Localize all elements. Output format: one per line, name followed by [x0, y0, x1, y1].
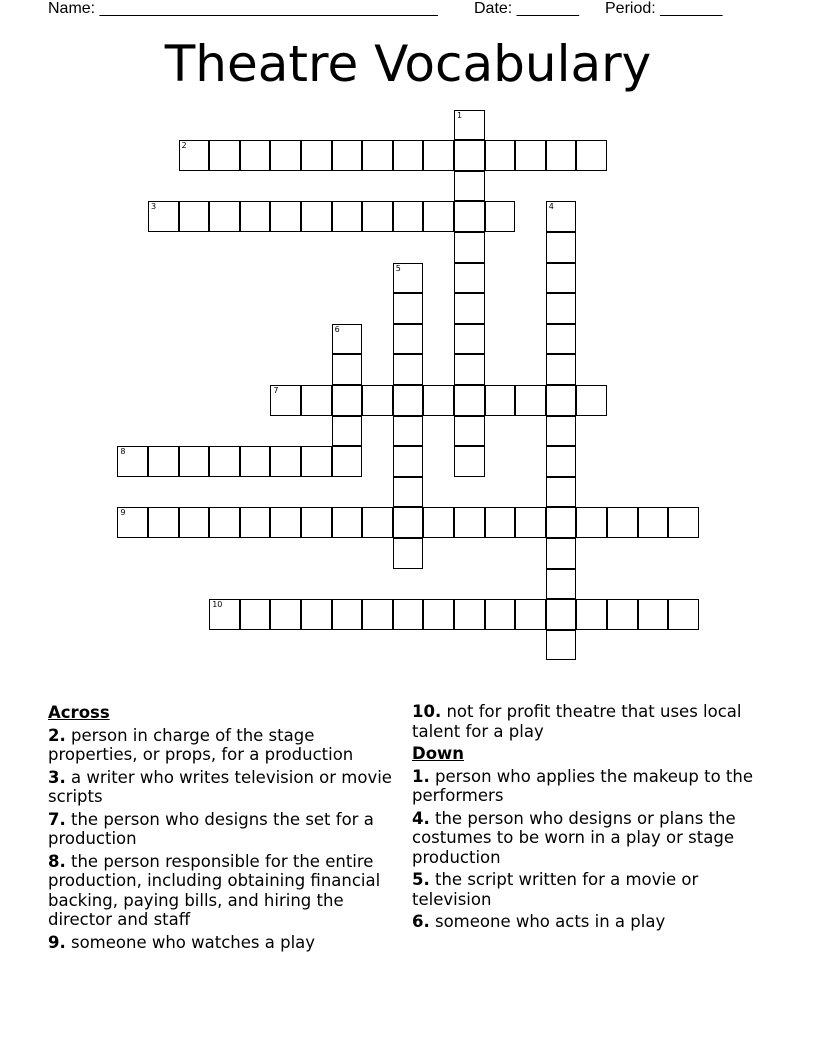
grid-cell[interactable]	[454, 293, 485, 324]
grid-cell[interactable]	[209, 599, 240, 630]
grid-cell[interactable]	[454, 507, 485, 538]
grid-cell[interactable]	[546, 538, 577, 569]
grid-cell[interactable]	[546, 232, 577, 263]
grid-cell[interactable]	[607, 599, 638, 630]
grid-cell[interactable]	[454, 324, 485, 355]
cell-number: 9	[120, 508, 126, 518]
grid-cell[interactable]	[332, 507, 363, 538]
grid-cell[interactable]	[393, 599, 424, 630]
across-clue	[48, 852, 398, 930]
grid-cell[interactable]	[270, 201, 301, 232]
cell-number: 3	[151, 202, 157, 212]
across-clue	[48, 768, 398, 807]
cell-number: 5	[395, 263, 401, 273]
grid-cell[interactable]	[301, 140, 332, 171]
grid-cell[interactable]	[485, 385, 516, 416]
grid-cell[interactable]	[362, 201, 393, 232]
grid-cell[interactable]	[423, 385, 454, 416]
grid-cell[interactable]	[332, 385, 363, 416]
grid-cell[interactable]	[393, 446, 424, 477]
cell-number: 1	[457, 110, 463, 120]
grid-cell[interactable]	[393, 385, 424, 416]
grid-cell[interactable]	[301, 507, 332, 538]
grid-cell[interactable]	[454, 140, 485, 171]
across-clue	[48, 933, 398, 953]
grid-cell[interactable]	[240, 201, 271, 232]
clue-text: not for profit theatre that uses local talent for a play	[412, 702, 742, 741]
down-heading: Down	[412, 744, 465, 763]
cell-number: 2	[181, 141, 187, 151]
grid-cell[interactable]	[362, 385, 393, 416]
grid-cell[interactable]	[485, 201, 516, 232]
name-field[interactable]: Name: ______________________________________	[48, 0, 438, 17]
grid-cell[interactable]	[209, 201, 240, 232]
grid-cell[interactable]	[454, 446, 485, 477]
grid-cell[interactable]	[179, 446, 210, 477]
grid-cell[interactable]	[576, 599, 607, 630]
across-clue	[48, 726, 398, 765]
grid-cell[interactable]	[607, 507, 638, 538]
grid-cell[interactable]	[240, 140, 271, 171]
clue-text: the person who designs the set for a production	[48, 809, 374, 848]
clue-number: 1.	[412, 766, 430, 786]
grid-cell[interactable]	[117, 446, 148, 477]
grid-cell[interactable]	[546, 263, 577, 294]
grid-cell[interactable]	[485, 140, 516, 171]
grid-cell[interactable]	[515, 385, 546, 416]
grid-cell[interactable]	[454, 263, 485, 294]
grid-cell[interactable]	[270, 507, 301, 538]
grid-cell[interactable]	[179, 507, 210, 538]
grid-cell[interactable]	[332, 416, 363, 447]
grid-cell[interactable]	[546, 385, 577, 416]
grid-cell[interactable]	[148, 201, 179, 232]
cell-number: 8	[120, 447, 126, 457]
grid-cell[interactable]	[454, 416, 485, 447]
grid-cell[interactable]	[148, 446, 179, 477]
clue-number: 5.	[412, 870, 430, 889]
grid-cell[interactable]	[393, 416, 424, 447]
cell-number: 7	[273, 386, 279, 395]
grid-cell[interactable]	[546, 569, 577, 600]
period-field[interactable]: Period: _______	[605, 0, 723, 17]
grid-cell[interactable]	[393, 263, 424, 294]
clue-text: person in charge of the stage properties, or props, for a production	[48, 725, 354, 764]
grid-cell[interactable]	[332, 446, 363, 477]
down-clue	[412, 870, 762, 909]
grid-cell[interactable]	[454, 171, 485, 202]
grid-cell[interactable]	[454, 385, 485, 416]
grid-cell[interactable]	[546, 293, 577, 324]
grid-cell[interactable]	[332, 201, 363, 232]
clue-text: someone who acts in a play	[429, 912, 666, 931]
clue-text: a writer who writes television or movie scripts	[48, 767, 392, 806]
grid-cell[interactable]	[393, 201, 424, 232]
grid-cell[interactable]	[393, 324, 424, 355]
grid-cell[interactable]	[454, 110, 485, 141]
grid-cell[interactable]	[454, 354, 485, 385]
grid-cell[interactable]	[240, 446, 271, 477]
cell-number: 10	[212, 600, 223, 610]
grid-cell[interactable]	[576, 140, 607, 171]
grid-cell[interactable]	[332, 140, 363, 171]
grid-cell[interactable]	[393, 354, 424, 385]
page-title: Theatre Vocabulary	[164, 35, 652, 93]
grid-cell[interactable]	[546, 416, 577, 447]
grid-cell[interactable]	[240, 507, 271, 538]
clue-text: the person who designs or plans the costumes to be worn in a play or stage production	[412, 808, 736, 867]
grid-cell[interactable]	[576, 507, 607, 538]
date-field[interactable]: Date: _______	[474, 0, 579, 17]
grid-cell[interactable]	[332, 599, 363, 630]
clue-number: 4.	[412, 808, 430, 828]
grid-cell[interactable]	[546, 477, 577, 508]
grid-cell[interactable]	[515, 507, 546, 538]
across-clue	[412, 702, 762, 741]
cell-number: 6	[334, 324, 340, 334]
grid-cell[interactable]	[117, 507, 148, 538]
clues-right-column	[412, 702, 762, 935]
grid-cell[interactable]	[485, 599, 516, 630]
grid-cell[interactable]	[393, 477, 424, 508]
grid-cell[interactable]	[638, 507, 669, 538]
clue-text: person who applies the makeup to the performers	[412, 766, 753, 805]
grid-cell[interactable]	[546, 324, 577, 355]
across-clue	[48, 810, 398, 849]
clue-text: someone who watches a play	[65, 932, 316, 952]
grid-cell[interactable]	[546, 446, 577, 477]
grid-cell[interactable]	[546, 630, 577, 661]
grid-cell[interactable]	[209, 507, 240, 538]
grid-cell[interactable]	[179, 201, 210, 232]
grid-cell[interactable]	[362, 507, 393, 538]
grid-cell[interactable]	[423, 507, 454, 538]
down-clue	[412, 912, 762, 932]
grid-cell[interactable]	[638, 599, 669, 630]
grid-cell[interactable]	[362, 140, 393, 171]
down-clue	[412, 767, 762, 806]
clue-text: the person responsible for the entire production, including obtaining financial backing, paying bills, and hiring the director and staff	[48, 851, 381, 929]
grid-cell[interactable]	[454, 201, 485, 232]
grid-cell[interactable]	[270, 446, 301, 477]
grid-cell[interactable]	[546, 140, 577, 171]
grid-cell[interactable]	[668, 507, 699, 538]
grid-cell[interactable]	[362, 599, 393, 630]
grid-cell[interactable]	[301, 385, 332, 416]
grid-cell[interactable]	[270, 385, 301, 416]
grid-cell[interactable]	[576, 385, 607, 416]
grid-cell[interactable]	[179, 140, 210, 171]
grid-cell[interactable]	[332, 354, 363, 385]
grid-cell[interactable]	[546, 507, 577, 538]
grid-cell[interactable]	[393, 293, 424, 324]
grid-cell[interactable]	[209, 446, 240, 477]
grid-cell[interactable]	[546, 354, 577, 385]
clue-text: the script written for a movie or television	[412, 870, 699, 909]
grid-cell[interactable]	[515, 599, 546, 630]
grid-cell[interactable]	[209, 140, 240, 171]
grid-cell[interactable]	[515, 140, 546, 171]
grid-cell[interactable]	[454, 232, 485, 263]
grid-cell[interactable]	[546, 201, 577, 232]
grid-cell[interactable]	[240, 599, 271, 630]
grid-cell[interactable]	[332, 324, 363, 355]
cell-number: 4	[548, 202, 554, 212]
clue-number: 3.	[48, 767, 66, 787]
clue-number: 8.	[48, 851, 66, 871]
clue-number: 6.	[412, 912, 430, 931]
down-clue	[412, 809, 762, 868]
grid-cell[interactable]	[668, 599, 699, 630]
grid-cell[interactable]	[546, 599, 577, 630]
grid-cell[interactable]	[423, 599, 454, 630]
grid-cell[interactable]	[423, 201, 454, 232]
grid-cell[interactable]	[301, 201, 332, 232]
grid-cell[interactable]	[454, 599, 485, 630]
grid-cell[interactable]	[393, 538, 424, 569]
grid-cell[interactable]	[270, 140, 301, 171]
clues-left-column	[48, 702, 398, 955]
grid-cell[interactable]	[148, 507, 179, 538]
grid-cell[interactable]	[423, 140, 454, 171]
clue-number: 2.	[48, 725, 66, 745]
clue-number: 9.	[48, 932, 66, 952]
clue-number: 10.	[412, 702, 442, 721]
grid-cell[interactable]	[393, 507, 424, 538]
grid-cell[interactable]	[485, 507, 516, 538]
grid-cell[interactable]	[301, 446, 332, 477]
grid-cell[interactable]	[270, 599, 301, 630]
grid-cell[interactable]	[301, 599, 332, 630]
grid-cell[interactable]	[393, 140, 424, 171]
across-heading: Across	[48, 703, 110, 722]
clue-number: 7.	[48, 809, 66, 829]
